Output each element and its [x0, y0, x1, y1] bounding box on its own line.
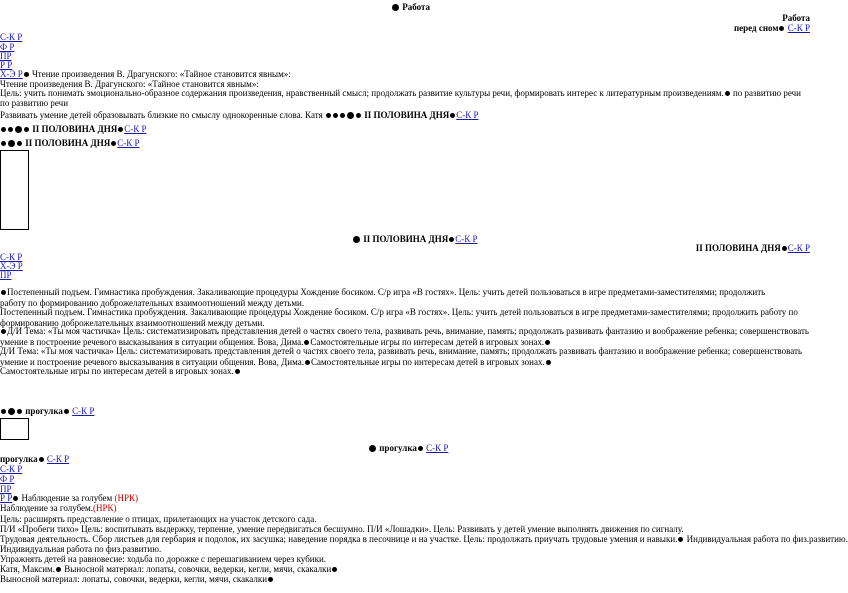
reading-goal-text: Цель: учить понимать эмоционально-образное содержания произведения, нравственный смысл; продолжать развитие культуры речи, формировать интерес к литературным произведениям. — [0, 88, 724, 98]
half-day-label: II ПОЛОВИНА ДНЯ — [25, 138, 111, 148]
words-line — [0, 110, 478, 121]
walk-nav-r-link[interactable]: Р Р — [0, 493, 13, 503]
half-day-center — [352, 234, 477, 245]
walk-nav-pr-link[interactable]: ПР — [0, 484, 12, 494]
nav-r-link[interactable]: Р Р — [0, 60, 13, 70]
bullet-icon — [450, 113, 455, 118]
nrk-tag: (НРК) — [114, 493, 139, 503]
reading-line-2: Чтение произведения В. Драгунского: «Тайное становится явным»: — [0, 79, 259, 89]
bullet-icon — [333, 113, 338, 118]
material-text: Выносной материал: лопаты, совочки, ведерки, кегли, мячи, скакалки — [64, 564, 332, 574]
bullet-icon — [347, 112, 354, 119]
bullet-icon — [340, 113, 345, 118]
afternoon-para-1-text: Постепенный подъем. Гимнастика пробуждения. Закаливающие процедуры Хождение босиком. С/р игра «В гостях». Цель: учить детей пользоваться в игре предметами-заместителями; продолжить работу по формированию доброжелательных взаимоотношений между детьми. — [0, 287, 766, 308]
bullet-icon — [1, 141, 6, 146]
bullet-icon — [24, 127, 29, 132]
bullet-icon — [13, 496, 18, 501]
walk-label: прогулка — [0, 454, 38, 464]
walk-sk-link[interactable]: С-К Р — [46, 454, 70, 464]
pigeon-text-2: Наблюдение за голубем. — [0, 503, 93, 513]
bullet-icon — [24, 72, 29, 77]
afternoon-para-3-text: Д/И Тема: «Ты моя частичка» Цель: систематизировать представления детей о частях своего тела, развивать речь, внимание, память; продолжать развивать фантазию и воображение ребенка; совершенствовать умение в построение речевого высказывания в ситуации общения. Вова, Дима. — [0, 326, 810, 347]
bullet-icon — [15, 126, 22, 133]
empty-frame — [0, 150, 29, 230]
half-day-line-3 — [0, 138, 139, 149]
indiv-text: Индивидуальная работа по физ.развитию. — [686, 534, 848, 544]
half-day-line-2 — [0, 124, 146, 135]
right-subtitle-text: перед сном — [733, 23, 779, 33]
bullet-icon — [235, 369, 240, 374]
nav-f-link[interactable]: Ф Р — [0, 42, 15, 52]
half-day-label: II ПОЛОВИНА ДНЯ — [364, 110, 450, 120]
nrk-tag: (НРК) — [92, 503, 117, 513]
nav-sk-link[interactable]: С-К Р — [0, 32, 23, 42]
afternoon-para-2: Постепенный подъем. Гимнастика пробуждения. Закаливающие процедуры Хождение босиком. С/р игра «В гостях». Цель: учить детей пользоваться в игре предметами-заместителями; продолжить работу по формированию доброжелательных взаимоотношений между детьми. — [0, 307, 798, 328]
walk-sk-link[interactable]: С-К Р — [426, 443, 449, 453]
nav2-khe-link[interactable]: Х-Э Р — [0, 261, 23, 271]
walk-nav-f-link[interactable]: Ф Р — [0, 474, 15, 484]
half-day-right — [696, 243, 810, 254]
half-sk-link[interactable]: С-К Р — [456, 110, 479, 120]
bullet-icon — [39, 457, 44, 462]
half-sk-link[interactable]: С-К Р — [124, 124, 147, 134]
bullet-icon — [56, 567, 61, 572]
bullet-icon — [332, 567, 337, 572]
walk-center — [368, 443, 448, 454]
pigeon-text: Наблюдение за голубем — [21, 493, 113, 503]
bullet-icon — [418, 446, 423, 451]
walk-label: прогулка — [25, 406, 63, 416]
kids-text: Катя, Максим. — [0, 564, 56, 574]
bullet-icon — [1, 329, 6, 334]
nav-khe-link[interactable]: Х-Э Р — [0, 69, 23, 79]
reading-goal — [0, 88, 801, 99]
bullet-icon — [8, 127, 13, 132]
bullet-icon — [356, 113, 361, 118]
afternoon-para-3b-text: Самостоятельные игры по интересам детей в игровых зонах. — [310, 337, 545, 347]
sk-link[interactable]: С-К Р — [787, 23, 810, 33]
right-subtitle — [734, 23, 810, 34]
afternoon-para-4-text: Д/И Тема: «Ты моя частичка» Цель: систематизировать представления детей о частях своего тела, развивать речь, внимание, память; продолжать развивать фантазию и воображение ребенка; совершенствовать умение и построение речевого высказывания в ситуации общения. Вова, Дима. — [0, 346, 803, 367]
bullet-icon — [545, 340, 550, 345]
nav2-sk-link[interactable]: С-К Р — [0, 252, 23, 262]
half-day-label: II ПОЛОВИНА ДНЯ — [363, 234, 449, 244]
speech-dev-text: по развитию речи — [732, 88, 802, 98]
walk-sk-link[interactable]: С-К Р — [72, 406, 95, 416]
bullet-icon — [17, 409, 22, 414]
bullet-icon — [1, 127, 6, 132]
bullet-icon — [725, 91, 730, 96]
bullet-icon — [353, 236, 360, 243]
walk-line-1 — [0, 406, 94, 417]
material-text-2: Выносной материал: лопаты, совочки, ведерки, кегли, мячи, скакалки — [0, 574, 268, 584]
bullet-icon — [304, 340, 309, 345]
afternoon-para-3 — [0, 326, 810, 348]
afternoon-para-5-text: Самостоятельные игры по интересам детей в игровых зонах. — [0, 366, 234, 376]
bullet-icon — [8, 140, 15, 147]
bullet-icon — [8, 408, 15, 415]
words-text: Развивать умение детей образовывать близкие по смыслу однокоренные слова. Катя — [0, 110, 323, 120]
bullet-icon — [678, 537, 683, 542]
nav2-pr-link[interactable]: ПР — [0, 270, 12, 280]
bullet-icon — [17, 141, 22, 146]
bullet-icon — [118, 127, 123, 132]
afternoon-para-1 — [0, 287, 790, 309]
bullet-icon — [782, 246, 787, 251]
bullet-icon — [64, 409, 69, 414]
labor-text: Трудовая деятельность. Сбор листьев для гербария и подолок, их засушка; наведение порядка в песочнице и на участке. Цель: продолжать приучать трудовые умения и навыки. — [0, 534, 678, 544]
material-line — [0, 574, 274, 585]
bullet-icon — [779, 26, 784, 31]
bullet-icon — [449, 237, 454, 242]
walk-nav-sk-link[interactable]: С-К Р — [0, 464, 23, 474]
bullet-icon — [546, 360, 551, 365]
bullet-icon — [392, 4, 399, 11]
empty-frame-small — [0, 418, 29, 440]
half-day-label: II ПОЛОВИНА ДНЯ — [32, 124, 118, 134]
bullet-icon — [369, 445, 376, 452]
walk-label: прогулка — [379, 443, 417, 453]
half-day-label: II ПОЛОВИНА ДНЯ — [695, 243, 781, 253]
indiv-line: Индивидуальная работа по физ.развитию. — [0, 544, 162, 554]
reading-line-1-text: Чтение произведения В. Драгунского: «Тайное становится явным»: — [31, 69, 291, 79]
bullet-icon — [1, 290, 6, 295]
afternoon-para-4b-text: Самостоятельные игры по интересам детей в игровых зонах. — [310, 357, 545, 367]
nav-pr-link[interactable]: ПР — [0, 51, 12, 61]
afternoon-para-5 — [0, 366, 241, 377]
walk-games: П/И «Пробеги тихо» Цель: воспитывать выдержку, терпение, умение передвигаться бесшумно. П/И «Лошадки». Цель: Развивать у детей умение выполнять движения по сигналу. — [0, 524, 684, 534]
bullet-icon — [326, 113, 331, 118]
walk-goal: Цель: расширять представление о птицах, прилетающих на участок детского сада. — [0, 514, 317, 524]
half-sk-link[interactable]: С-К Р — [117, 138, 140, 148]
pigeon-line-2 — [0, 503, 117, 514]
half-sk-link[interactable]: С-К Р — [787, 243, 810, 253]
bullet-icon — [268, 577, 273, 582]
bullet-icon — [305, 360, 310, 365]
bullet-icon — [111, 141, 116, 146]
afternoon-para-4 — [0, 346, 810, 368]
speech-dev-line: по развитию речи — [0, 98, 69, 108]
top-title-text: Работа — [402, 2, 431, 12]
balance-line: Упражнять детей на равновесие: ходьба по дорожке с перешагиванием через кубики. — [0, 554, 327, 564]
bullet-icon — [1, 409, 6, 414]
top-title — [391, 2, 430, 13]
half-sk-link[interactable]: С-К Р — [455, 234, 478, 244]
right-title: Работа — [782, 13, 810, 23]
